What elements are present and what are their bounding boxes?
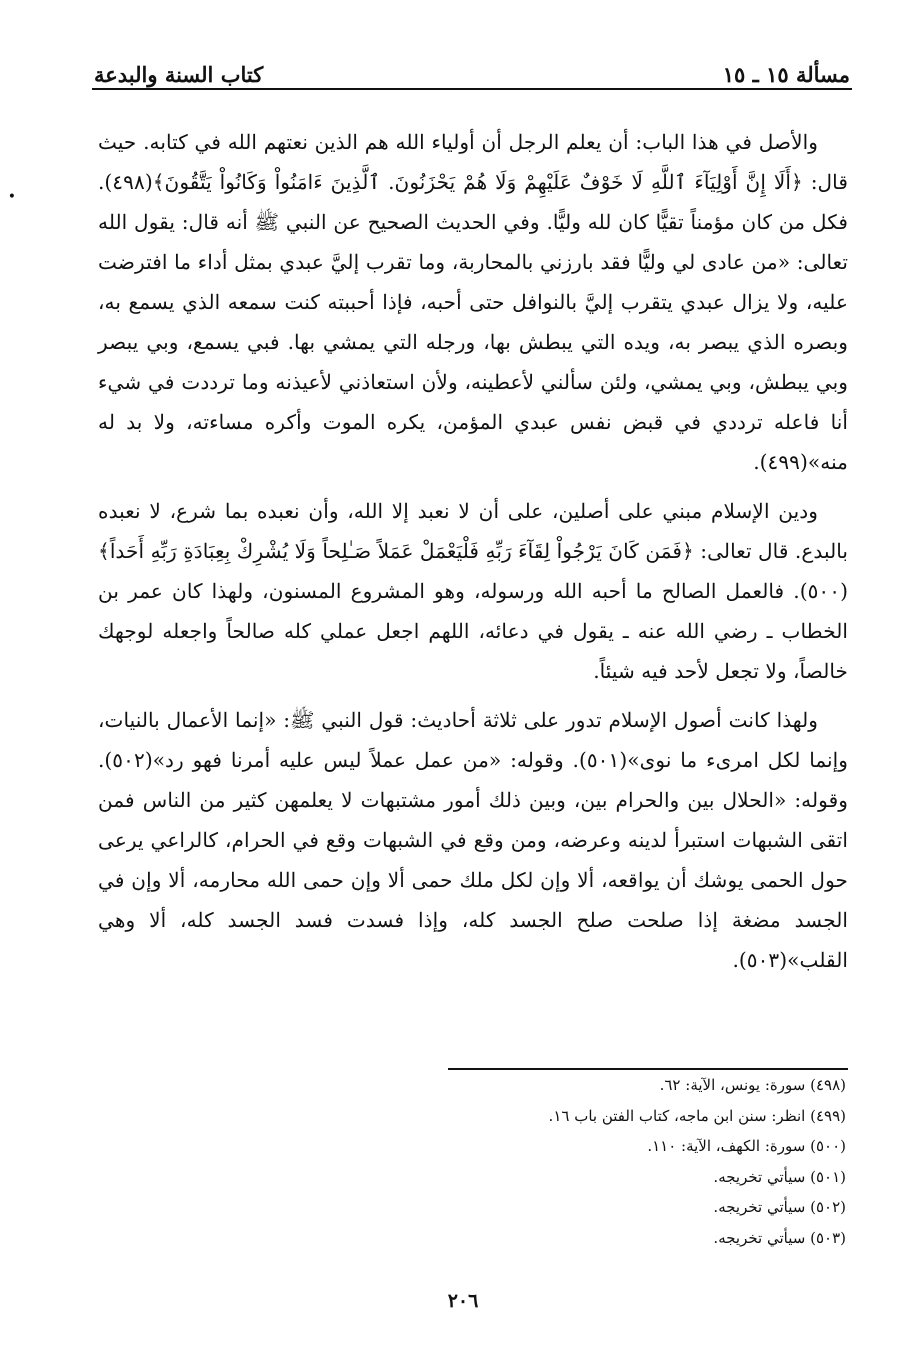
paragraph-2: ودين الإسلام مبني على أصلين، على أن لا نعبد إلا الله، وأن نعبده بما شرع، لا نعبده بالبدع. قال تعالى: ﴿فَمَن كَانَ يَرْجُواْ لِقَآءَ رَبِّهِ فَلْيَعْمَلْ عَمَلاً صَـٰلِحاً وَلَا يُشْرِكْ بِعِبَادَةِ رَبِّهِ أَحَداً﴾(٥٠٠). فالعمل الصالح ما أحبه الله ورسوله، وهو المشروع المسنون، ولهذا كان عمر بن الخطاب ـ رضي الله عنه ـ يقول في دعائه، اللهم اجعل عملي كله صالحاً واجعله لوجهك خالصاً، ولا تجعل لأحد فيه شيئاً. [98, 499, 848, 683]
footnote-500: (٥٠٠) سورة: الكهف، الآية: ١١٠. [647, 1137, 846, 1155]
running-header [92, 50, 852, 90]
margin-mark: • [7, 189, 16, 205]
paragraph-3: ولهذا كانت أصول الإسلام تدور على ثلاثة أحاديث: قول النبي ﷺ: «إنما الأعمال بالنيات، وإنما لكل امرىء ما نوى»(٥٠١). وقوله: «من عمل عملاً ليس عليه أمرنا فهو رد»(٥٠٢). وقوله: «الحلال بين والحرام بين، وبين ذلك أمور مشتبهات لا يعلمهن كثير من الناس فمن اتقى الشبهات استبرأ لدينه وعرضه، ومن وقع في الشبهات وقع في الحرام، كالراعي يرعى حول الحمى يوشك أن يواقعه، ألا وإن لكل ملك حمى ألا وإن حمى الله محارمه، ألا وإن في الجسد مضغة إذا صلحت صلح الجسد كله، وإذا فسدت فسد الجسد كله، ألا وهي القلب»(٥٠٣). [98, 708, 849, 972]
main-text [98, 122, 848, 989]
paragraph-1: والأصل في هذا الباب: أن يعلم الرجل أن أولياء الله هم الذين نعتهم الله في كتابه. حيث قال: ﴿أَلَا إِنَّ أَوْلِيَآءَ ٱللَّهِ لَا خَوْفٌ عَلَيْهِمْ وَلَا هُمْ يَحْزَنُونَ. ٱلَّذِينَ ءَامَنُواْ وَكَانُواْ يَتَّقُونَ﴾(٤٩٨). فكل من كان مؤمناً تقيًّا كان لله وليًّا. وفي الحديث الصحيح عن النبي ﷺ أنه قال: يقول الله تعالى: «من عادى لي وليًّا فقد بارزني بالمحاربة، وما تقرب إليَّ عبدي بمثل أداء ما افترضت عليه، ولا يزال عبدي يتقرب إليَّ بالنوافل حتى أحبه، فإذا أحببته كنت سمعه الذي يسمع به، وبصره الذي يبصر به، ويده التي يبطش بها، ورجله التي يمشي بها. فبي يسمع، وبي يبصر وبي يبطش، وبي يمشي، ولئن سألني لأعطينه، ولأن استعاذني لأعيذنه وما ترددت في شيء أنا فاعله ترددي في قبض نفس عبدي المؤمن، يكره الموت وأكره مساءته، ولا بد له منه»(٤٩٩). [98, 130, 848, 474]
page-number: ٢٠٦ [447, 1290, 479, 1312]
footnote-501: (٥٠١) سيأتي تخريجه. [713, 1167, 846, 1186]
footnote-499: (٤٩٩) انظر: سنن ابن ماجه، كتاب الفتن باب ١٦. [548, 1106, 846, 1125]
footnote-503: (٥٠٣) سيأتي تخريجه. [713, 1228, 846, 1247]
header-issue-number: مسألة ١٥ ـ ١٥ [722, 62, 850, 87]
header-book-title: كتاب السنة والبدعة [94, 62, 264, 87]
header-rule [92, 88, 852, 90]
footnotes [426, 1070, 846, 1253]
footnote-498: (٤٩٨) سورة: يونس، الآية: ٦٢. [659, 1076, 846, 1094]
footnote-502: (٥٠٢) سيأتي تخريجه. [713, 1198, 846, 1216]
